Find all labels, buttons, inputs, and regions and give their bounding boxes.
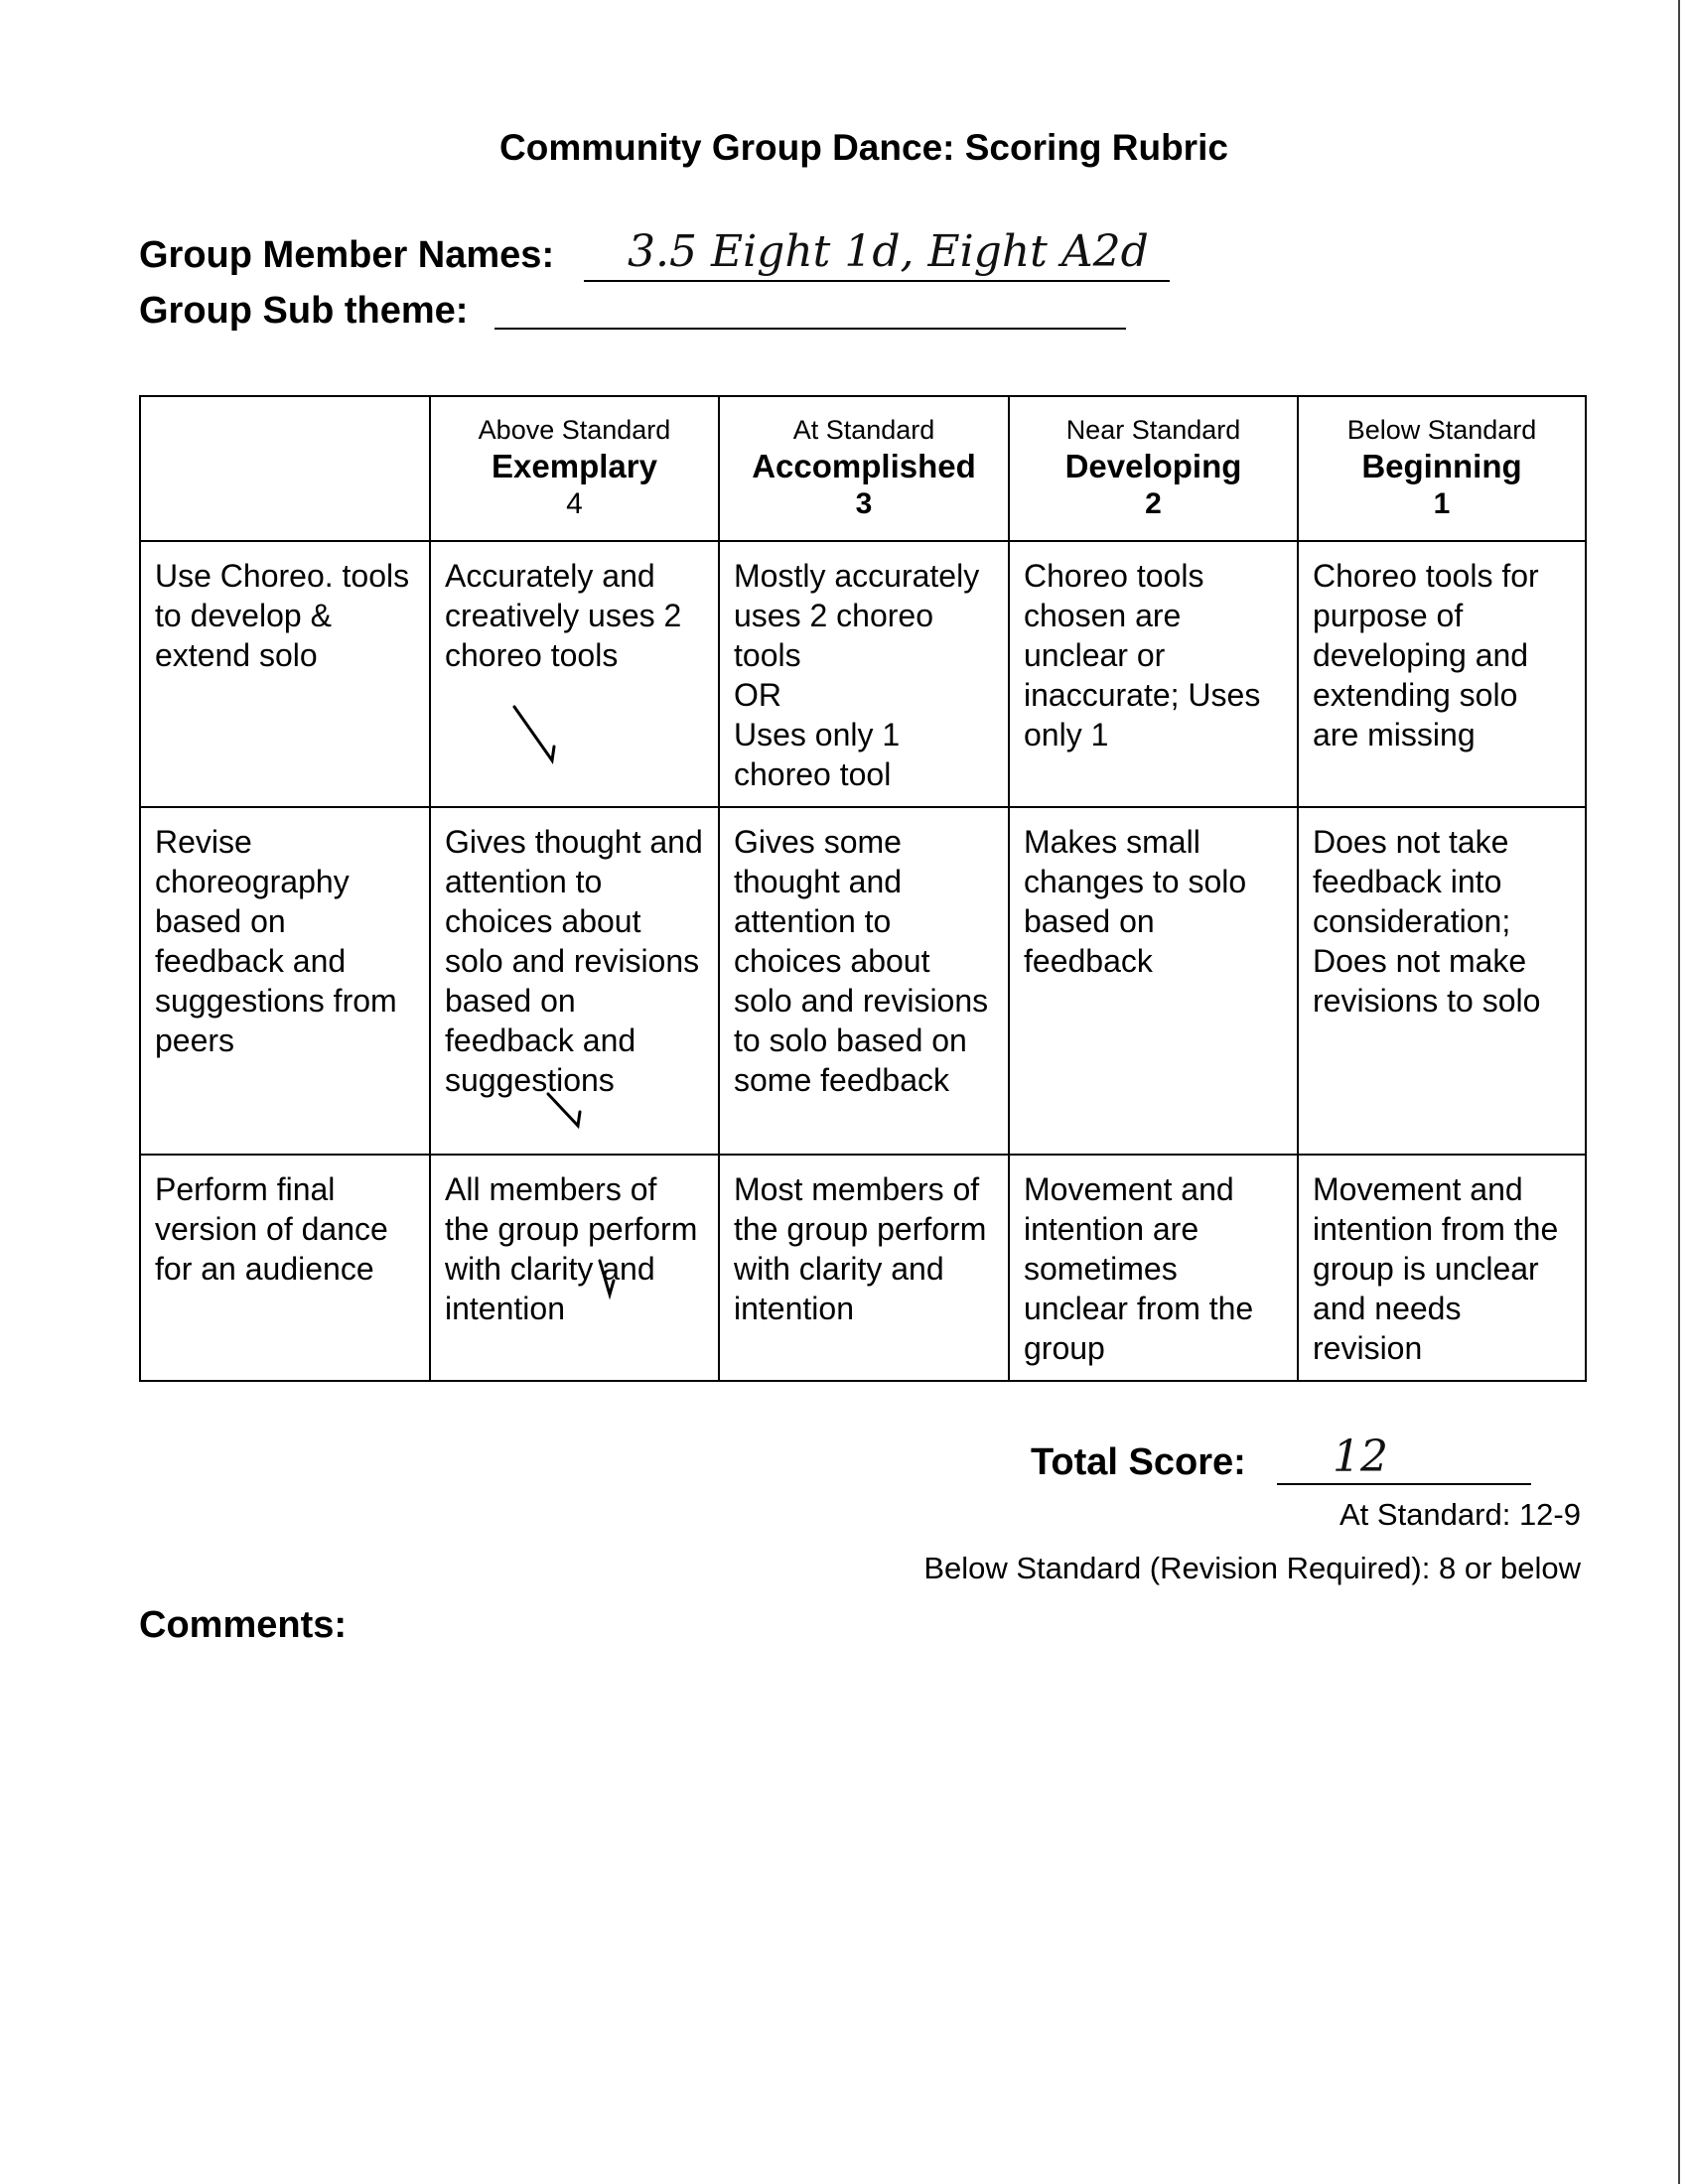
scan-edge-line bbox=[1678, 0, 1680, 2184]
criterion-cell: Revise choreography based on feedback and suggestions from peers bbox=[140, 807, 430, 1155]
total-score-value[interactable]: 12 bbox=[1333, 1432, 1388, 1482]
page-title: Community Group Dance: Scoring Rubric bbox=[499, 127, 1228, 168]
descriptor-cell[interactable]: Makes small changes to solo based on feedback bbox=[1009, 807, 1298, 1155]
descriptor-cell[interactable]: Accurately and creatively uses 2 choreo tools bbox=[430, 541, 719, 807]
level-standard: Below Standard bbox=[1346, 415, 1537, 445]
total-score-label: Total Score: bbox=[1031, 1441, 1246, 1483]
level-score: 4 bbox=[566, 487, 583, 520]
descriptor-cell[interactable]: Mostly accurately uses 2 choreo tools OR Uses only 1 choreo tool bbox=[719, 541, 1009, 807]
comments-label: Comments: bbox=[139, 1604, 348, 1646]
descriptor-cell[interactable]: Gives thought and attention to choices about solo and revisions based on feedback and suggestions bbox=[430, 807, 719, 1155]
level-score: 1 bbox=[1433, 487, 1451, 520]
group-subtheme-label: Group Sub theme: bbox=[139, 290, 469, 332]
rubric-corner-cell bbox=[140, 396, 430, 541]
level-name: Exemplary bbox=[492, 448, 657, 484]
group-subtheme-line bbox=[494, 328, 1126, 330]
level-name: Developing bbox=[1064, 448, 1242, 484]
descriptor-cell[interactable]: Choreo tools chosen are unclear or inaccurate; Uses only 1 bbox=[1009, 541, 1298, 807]
checkmark-icon bbox=[544, 1090, 594, 1140]
total-score-line bbox=[1277, 1483, 1531, 1485]
level-standard: At Standard bbox=[792, 415, 935, 445]
level-header-accomplished bbox=[719, 396, 1009, 541]
criterion-cell: Perform final version of dance for an audience bbox=[140, 1155, 430, 1381]
descriptor-cell[interactable]: Movement and intention from the group is unclear and needs revision bbox=[1298, 1155, 1586, 1381]
level-standard: Near Standard bbox=[1065, 415, 1241, 445]
group-names-line bbox=[584, 280, 1170, 282]
level-name: Beginning bbox=[1361, 448, 1522, 484]
level-header-exemplary bbox=[430, 396, 719, 541]
group-names-label: Group Member Names: bbox=[139, 234, 555, 276]
scoring-rubric-table bbox=[139, 395, 1587, 1382]
at-standard-note: At Standard: 12-9 bbox=[1340, 1497, 1581, 1532]
checkmark-icon bbox=[594, 1255, 634, 1310]
level-header-developing bbox=[1009, 396, 1298, 541]
descriptor-cell[interactable]: Gives some thought and attention to choices about solo and revisions to solo based on some feedback bbox=[719, 807, 1009, 1155]
criterion-cell: Use Choreo. tools to develop & extend solo bbox=[140, 541, 430, 807]
level-header-beginning bbox=[1298, 396, 1586, 541]
below-standard-note: Below Standard (Revision Required): 8 or below bbox=[923, 1551, 1581, 1585]
checkmark-icon bbox=[508, 703, 568, 772]
rubric-row-perform bbox=[140, 1155, 1586, 1381]
descriptor-cell[interactable]: Most members of the group perform with clarity and intention bbox=[719, 1155, 1009, 1381]
rubric-row-revise bbox=[140, 807, 1586, 1155]
level-name: Accomplished bbox=[752, 448, 976, 484]
rubric-header-row bbox=[140, 396, 1586, 541]
level-score: 3 bbox=[855, 487, 873, 520]
group-names-value[interactable]: 3.5 Eight 1d, Eight A2d bbox=[628, 226, 1149, 277]
descriptor-cell[interactable]: Movement and intention are sometimes unclear from the group bbox=[1009, 1155, 1298, 1381]
level-score: 2 bbox=[1145, 487, 1162, 520]
descriptor-cell[interactable]: Choreo tools for purpose of developing and extending solo are missing bbox=[1298, 541, 1586, 807]
descriptor-cell[interactable]: All members of the group perform with clarity and intention bbox=[430, 1155, 719, 1381]
level-standard: Above Standard bbox=[478, 415, 671, 445]
descriptor-cell[interactable]: Does not take feedback into consideration; Does not make revisions to solo bbox=[1298, 807, 1586, 1155]
rubric-row-choreo-tools bbox=[140, 541, 1586, 807]
